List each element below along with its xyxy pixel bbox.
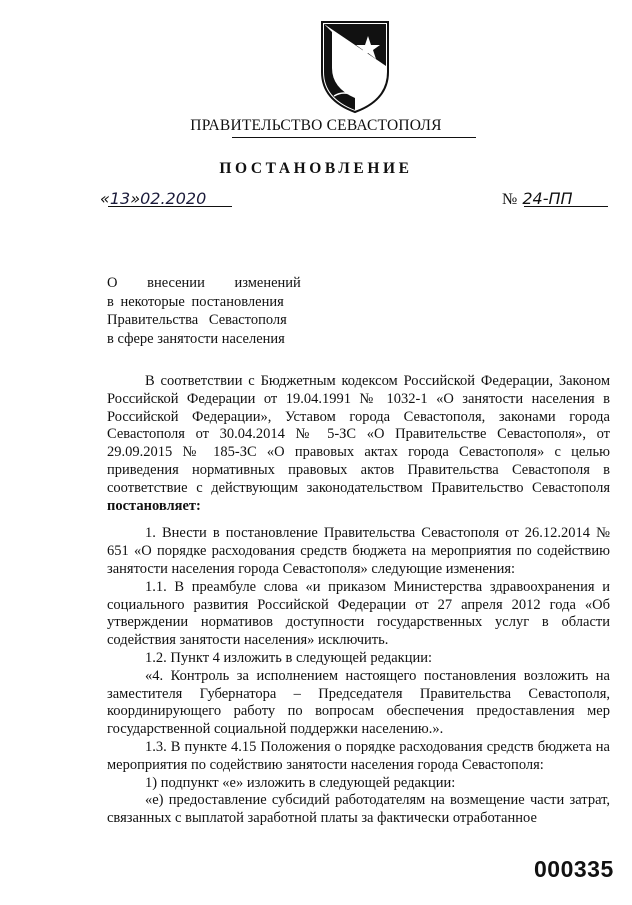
- clause-1-2-quote: «4. Контроль за исполнением настоящего постановления возложить на заместителя Губернатора – Председателя Правительства Севастополя, координирующего работу по вопросам обеспечения предоставления мер государственной социальной поддержки населению.».: [107, 667, 610, 738]
- coat-of-arms-icon: [318, 18, 392, 114]
- clause-1-3-1: 1) подпункт «е» изложить в следующей редакции:: [145, 774, 456, 791]
- document-number: [502, 189, 573, 209]
- subject-line: в сфере занятости населения: [107, 330, 285, 347]
- preamble-paragraph: [107, 373, 610, 515]
- subject-line: О внесении изменений: [107, 275, 301, 291]
- number-underline: [524, 206, 608, 207]
- header-divider: [232, 137, 476, 138]
- document-title: ПОСТАНОВЛЕНИЕ: [219, 160, 413, 177]
- government-name: ПРАВИТЕЛЬСТВО СЕВАСТОПОЛЯ: [190, 117, 442, 134]
- date-month-year: 02.2020: [140, 189, 207, 208]
- clause-1-3-1-quote: «е) предоставление субсидий работодателям на возмещение части затрат, связанных с выплатой заработной платы за фактически отработанное: [107, 792, 610, 827]
- date-day: 13: [109, 189, 131, 208]
- date-close-quote: »: [130, 189, 141, 208]
- preamble-text: В соответствии с Бюджетным кодексом Российской Федерации, Законом Российской Федерации от 19.04.1991 № 1032-1 «О занятости населения в Российской Федерации», Уставом города Севастополя, законами города Севастополя от 30.04.2014 № 5-ЗС «О Правительстве Севастополя», от 29.09.2015 № 185-ЗС «О правовых актах города Севастополя» с целью приведения нормативных правовых актов Правительства Севастополя в соответствие с действующим законодательством Правительство Севастополя: [107, 373, 610, 496]
- page-serial-number: 000335: [534, 856, 614, 882]
- number-sign: №: [502, 191, 518, 208]
- document-date: [100, 189, 206, 208]
- subject-line: Правительства Севастополя: [107, 312, 287, 328]
- clause-1-3: 1.3. В пункте 4.15 Положения о порядке расходования средств бюджета на мероприятия по содействию занятости населения города Севастополя:: [107, 738, 610, 773]
- clause-1: 1. Внести в постановление Правительства Севастополя от 26.12.2014 № 651 «О порядке расходования средств бюджета на мероприятия по содействию занятости населения города Севастополя» следующие изменения:: [107, 525, 610, 577]
- clause-1-2: 1.2. Пункт 4 изложить в следующей редакции:: [145, 649, 433, 666]
- preamble-decree: постановляет:: [107, 497, 201, 514]
- document-body: [107, 373, 610, 828]
- subject-line: в некоторые постановления: [107, 293, 284, 310]
- document-subject: [107, 274, 301, 348]
- clause-1-1: 1.1. В преамбуле слова «и приказом Министерства здравоохранения и социального развития Российской Федерации от 27 апреля 2012 года «Об утверждении нормативов доступности государственных услуг в области содействия занятости населения» исключить.: [107, 578, 610, 649]
- date-underline: [108, 206, 232, 207]
- date-open-quote: «: [100, 189, 110, 208]
- number-value: 24-ПП: [522, 189, 573, 208]
